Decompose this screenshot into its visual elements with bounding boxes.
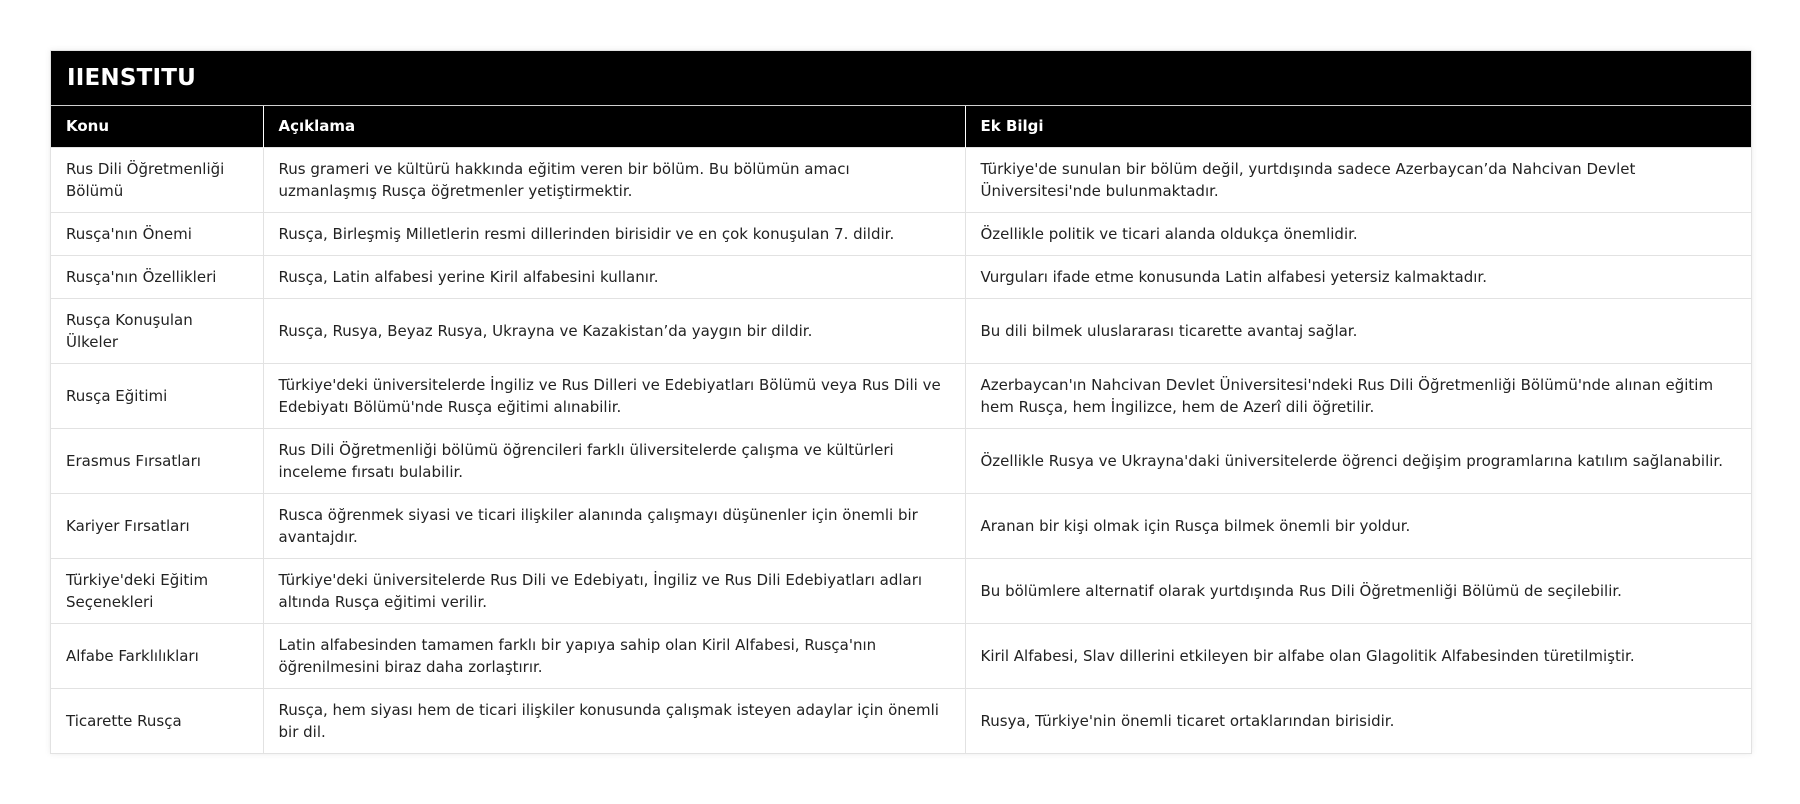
- cell-konu: Ticarette Rusça: [51, 688, 263, 753]
- cell-aciklama: Türkiye'deki üniversitelerde Rus Dili ve Edebiyatı, İngiliz ve Rus Dili Edebiyatları adları altında Rusça eğitimi verilir.: [263, 558, 965, 623]
- cell-konu: Erasmus Fırsatları: [51, 428, 263, 493]
- cell-ek-bilgi: Türkiye'de sunulan bir bölüm değil, yurtdışında sadece Azerbaycan’da Nahcivan Devlet Üniversitesi'nde bulunmaktadır.: [965, 147, 1751, 212]
- cell-konu: Rusça'nın Önemi: [51, 212, 263, 255]
- cell-ek-bilgi: Bu bölümlere alternatif olarak yurtdışında Rus Dili Öğretmenliği Bölümü de seçilebilir.: [965, 558, 1751, 623]
- cell-aciklama: Rusça, Birleşmiş Milletlerin resmi dillerinden birisidir ve en çok konuşulan 7. dildir.: [263, 212, 965, 255]
- cell-ek-bilgi: Vurguları ifade etme konusunda Latin alfabesi yetersiz kalmaktadır.: [965, 255, 1751, 298]
- cell-konu: Rusça Konuşulan Ülkeler: [51, 298, 263, 363]
- cell-ek-bilgi: Azerbaycan'ın Nahcivan Devlet Üniversitesi'ndeki Rus Dili Öğretmenliği Bölümü'nde alınan eğitim hem Rusça, hem İngilizce, hem de Azerî dili öğretilir.: [965, 363, 1751, 428]
- column-header-ek-bilgi: Ek Bilgi: [965, 106, 1751, 147]
- header-row: [51, 106, 1751, 147]
- cell-ek-bilgi: Kiril Alfabesi, Slav dillerini etkileyen bir alfabe olan Glagolitik Alfabesinden türetilmiştir.: [965, 623, 1751, 688]
- cell-aciklama: Rusca öğrenmek siyasi ve ticari ilişkiler alanında çalışmayı düşünenler için önemli bir avantajdır.: [263, 493, 965, 558]
- table-row: [51, 212, 1751, 255]
- cell-aciklama: Türkiye'deki üniversitelerde İngiliz ve Rus Dilleri ve Edebiyatları Bölümü veya Rus Dili ve Edebiyatı Bölümü'nde Rusça eğitimi alınabilir.: [263, 363, 965, 428]
- cell-aciklama: Rusça, Latin alfabesi yerine Kiril alfabesini kullanır.: [263, 255, 965, 298]
- cell-konu: Alfabe Farklılıkları: [51, 623, 263, 688]
- table-row: [51, 255, 1751, 298]
- table-row: [51, 147, 1751, 212]
- column-header-aciklama: Açıklama: [263, 106, 965, 147]
- cell-aciklama: Latin alfabesinden tamamen farklı bir yapıya sahip olan Kiril Alfabesi, Rusça'nın öğrenilmesini biraz daha zorlaştırır.: [263, 623, 965, 688]
- table-row: [51, 558, 1751, 623]
- cell-ek-bilgi: Özellikle Rusya ve Ukrayna'daki üniversitelerde öğrenci değişim programlarına katılım sağlanabilir.: [965, 428, 1751, 493]
- cell-aciklama: Rus grameri ve kültürü hakkında eğitim veren bir bölüm. Bu bölümün amacı uzmanlaşmış Rusça öğretmenler yetiştirmektir.: [263, 147, 965, 212]
- cell-konu: Rusça'nın Özellikleri: [51, 255, 263, 298]
- table-row: [51, 298, 1751, 363]
- cell-aciklama: Rusça, hem siyası hem de ticari ilişkiler konusunda çalışmak isteyen adaylar için önemli bir dil.: [263, 688, 965, 753]
- cell-ek-bilgi: Aranan bir kişi olmak için Rusça bilmek önemli bir yoldur.: [965, 493, 1751, 558]
- cell-ek-bilgi: Bu dili bilmek uluslararası ticarette avantaj sağlar.: [965, 298, 1751, 363]
- cell-ek-bilgi: Özellikle politik ve ticari alanda oldukça önemlidir.: [965, 212, 1751, 255]
- cell-aciklama: Rus Dili Öğretmenliği bölümü öğrencileri farklı üliversitelerde çalışma ve kültürleri inceleme fırsatı bulabilir.: [263, 428, 965, 493]
- cell-ek-bilgi: Rusya, Türkiye'nin önemli ticaret ortaklarından birisidir.: [965, 688, 1751, 753]
- info-table: [51, 106, 1751, 753]
- cell-konu: Rus Dili Öğretmenliği Bölümü: [51, 147, 263, 212]
- cell-konu: Kariyer Fırsatları: [51, 493, 263, 558]
- table-row: [51, 428, 1751, 493]
- info-table-card: [50, 50, 1752, 754]
- cell-konu: Rusça Eğitimi: [51, 363, 263, 428]
- table-title: IIENSTITU: [51, 51, 1751, 106]
- table-row: [51, 363, 1751, 428]
- table-row: [51, 493, 1751, 558]
- table-row: [51, 688, 1751, 753]
- cell-konu: Türkiye'deki Eğitim Seçenekleri: [51, 558, 263, 623]
- cell-aciklama: Rusça, Rusya, Beyaz Rusya, Ukrayna ve Kazakistan’da yaygın bir dildir.: [263, 298, 965, 363]
- column-header-konu: Konu: [51, 106, 263, 147]
- table-row: [51, 623, 1751, 688]
